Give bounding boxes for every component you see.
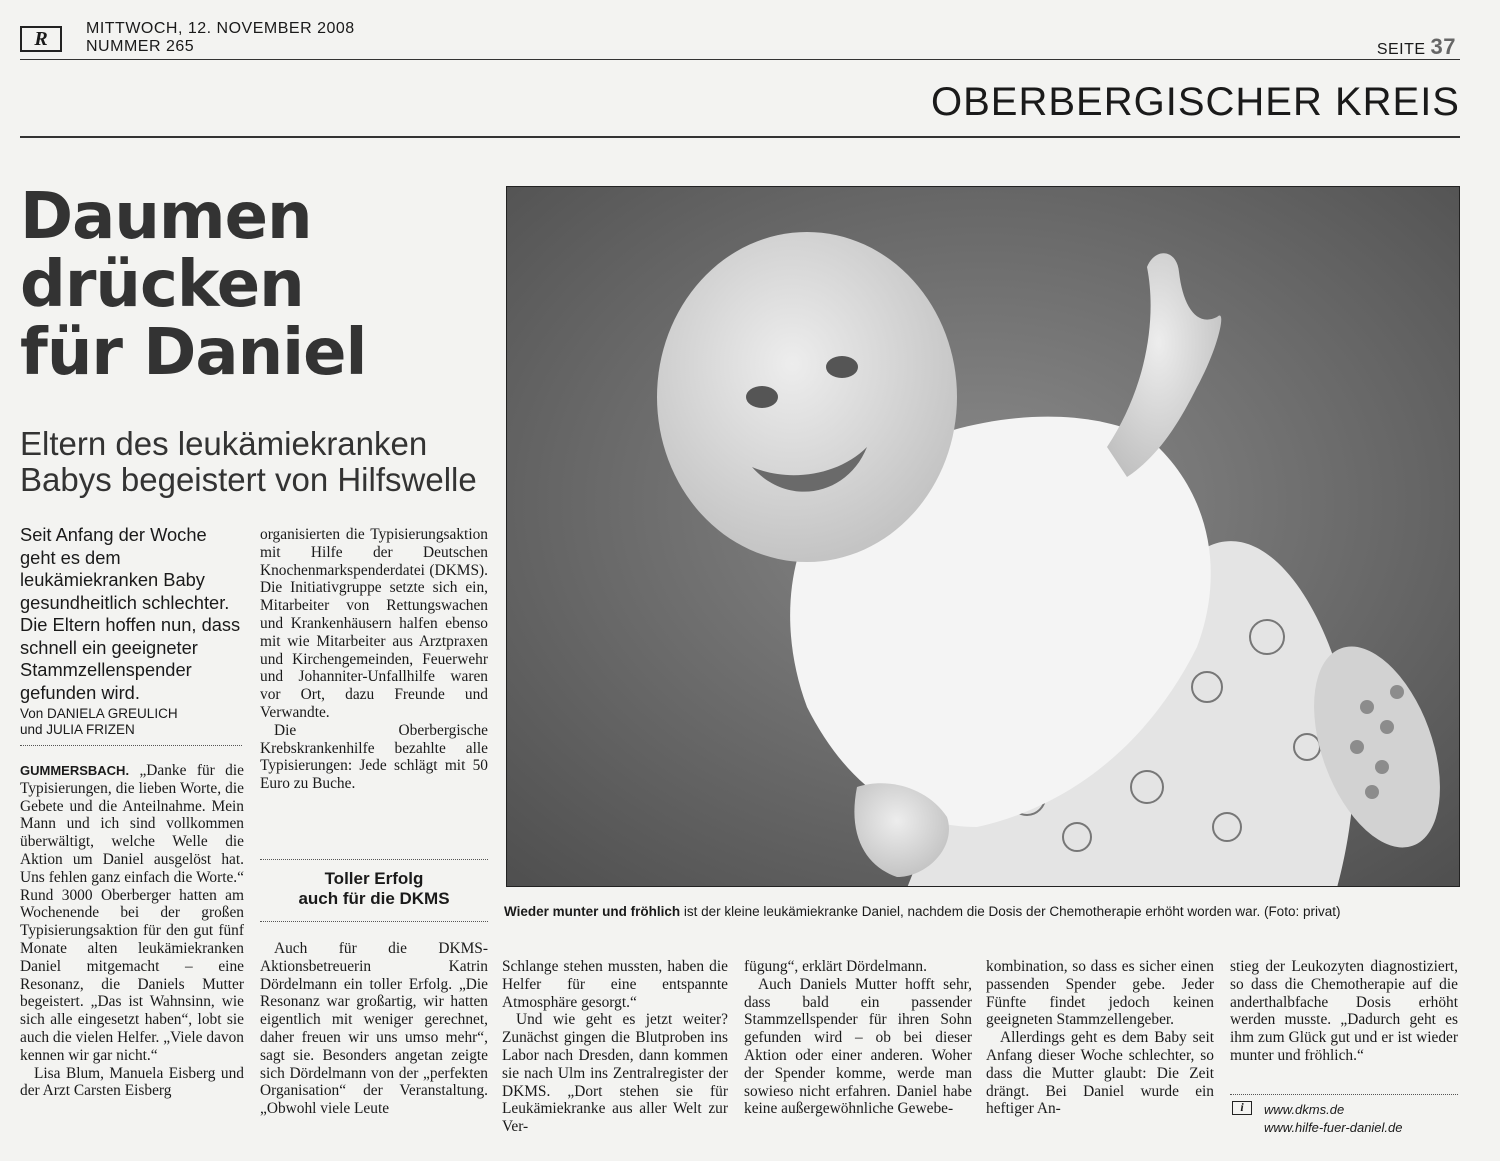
headline bbox=[20, 180, 500, 390]
headline-line-1: Daumen bbox=[20, 180, 312, 254]
caption-text: ist der kleine leukämiekranke Daniel, nachdem die Dosis der Chemotherapie erhöht worden war. (Foto: privat) bbox=[680, 904, 1341, 919]
col1-paragraph-2: Lisa Blum, Manuela Eisberg und der Arzt Carsten Eisberg bbox=[20, 1064, 244, 1100]
article-column-3 bbox=[502, 958, 728, 1136]
byline-line-1: Von DANIELA GREULICH bbox=[20, 706, 178, 721]
issue-date: MITTWOCH, 12. NOVEMBER 2008 bbox=[86, 20, 355, 37]
col4-paragraph-1: fügung“, erklärt Dördelmann. bbox=[744, 958, 927, 975]
subheadline-line-2: Babys begeistert von Hilfswelle bbox=[20, 461, 477, 498]
article-column-6 bbox=[1230, 958, 1458, 1065]
article-column-2-top bbox=[260, 526, 488, 793]
interhead-divider-bottom bbox=[260, 921, 488, 922]
article-column-5 bbox=[986, 958, 1214, 1118]
section-title: OBERBERGISCHER KREIS bbox=[930, 80, 1460, 124]
links-divider bbox=[1230, 1094, 1458, 1095]
interhead bbox=[260, 869, 488, 909]
subheadline-line-1: Eltern des leukämiekranken bbox=[20, 425, 428, 462]
photo-caption bbox=[504, 903, 1464, 920]
web-links bbox=[1264, 1101, 1460, 1137]
baby-photo-illustration bbox=[507, 187, 1460, 887]
section-rule bbox=[20, 136, 1460, 138]
article-column-4 bbox=[744, 958, 972, 1118]
col3-paragraph-2: Und wie geht es jetzt weiter? Zunächst gingen die Blutproben ins Labor nach Dresden, dann kommen sie nach Ulm ins Zentralregister der DKMS. „Dort stehen sie für Leukämiekranke aus aller Welt zur Ver- bbox=[502, 1011, 728, 1136]
interhead-divider-top bbox=[260, 859, 488, 860]
byline-line-2: und JULIA FRIZEN bbox=[20, 722, 135, 737]
teaser: Seit Anfang der Woche geht es dem leukämiekranken Baby gesundheitlich schlechter. Die Eltern hoffen nun, dass schnell ein geeigneter Stammzellenspender gefunden wird. bbox=[20, 524, 241, 703]
dateline: GUMMERSBACH. bbox=[20, 763, 130, 778]
headline-line-2: drücken bbox=[20, 248, 304, 322]
byline-divider bbox=[20, 745, 242, 746]
link-dkms[interactable]: www.dkms.de bbox=[1264, 1102, 1345, 1117]
link-hilfe-fuer-daniel[interactable]: www.hilfe-fuer-daniel.de bbox=[1264, 1120, 1403, 1135]
caption-lead: Wieder munter und fröhlich bbox=[504, 904, 681, 919]
col5-paragraph-2: Allerdings geht es dem Baby seit Anfang dieser Woche schlechter, so dass die Mutter glaubt: Die Zeit drängt. Bei Daniel wurde ein heftiger An- bbox=[986, 1029, 1214, 1118]
interhead-line-1: Toller Erfolg bbox=[324, 869, 424, 888]
headline-line-3: für Daniel bbox=[20, 316, 367, 390]
subheadline bbox=[20, 426, 500, 498]
col2-paragraph-3: Auch für die DKMS-Aktionsbetreuerin Katrin Dördelmann ein toller Erfolg. „Die Resonanz war großartig, wir hatten eigentlich mit weniger gerechnet, daher freuen wir uns umso mehr“, sagt sie. Besonders angetan zeigte sich Dördelmann von der „perfekten Organisation“ der Veranstaltung. „Obwohl viele Leute bbox=[260, 940, 488, 1118]
page-label: SEITE bbox=[1376, 41, 1426, 58]
newspaper-logo: R bbox=[20, 26, 62, 52]
col5-paragraph-1: kombination, so dass es sicher einen passenden Spender gebe. Jeder Fünfte findet jedoch keinen geeigneten Stammzellengeber. bbox=[986, 958, 1214, 1029]
col1-paragraph-1: „Danke für die Typisierungen, die lieben Worte, die Gebete und die Anteilnahme. Mein Mann und ich sind vollkommen überwältigt, welche Welle die Aktion um Daniel ausgelöst hat. Uns fehlen ganz einfach die Worte.“ Rund 3000 Oberberger hatten am Wochenende bei der großen Typisierungsaktion für den gut fünf Monate alten leukämiekranken Daniel mitgemacht – eine Resonanz, die Daniels Mutter begeistert. „Das ist Wahnsinn, wie sich alle eingesetzt haben“, lobt sie auch die vielen Helfer. „Viele davon kennen wir gar nicht.“ bbox=[20, 762, 244, 1064]
article-column-2-bottom bbox=[260, 940, 488, 1118]
issue-number: NUMMER 265 bbox=[86, 38, 195, 55]
col6-paragraph-1: stieg der Leukozyten diagnostiziert, so dass die Chemotherapie auf die anderthalbfache Dosis erhöht werden musste. „Dadurch geht es ihm zum Glück gut und er ist wieder munter und fröhlich.“ bbox=[1230, 958, 1458, 1064]
col4-paragraph-2: Auch Daniels Mutter hofft sehr, dass bald ein passender Stammzellspender für ihren Sohn gefunden wird – ob bei dieser Aktion oder einer anderen. Woher der Spender komme, werde man sowieso nicht erfahren. Daniel habe keine außergewöhnliche Gewebe- bbox=[744, 975, 972, 1118]
page-indicator bbox=[1376, 34, 1456, 59]
byline bbox=[20, 706, 242, 738]
article-column-1 bbox=[20, 762, 244, 1100]
col2-paragraph-2: Die Oberbergische Krebskrankenhilfe bezahlte alle Typisierungen: Jede schlägt mit 50 Euro zu Buche. bbox=[260, 721, 488, 793]
interhead-line-2: auch für die DKMS bbox=[298, 889, 450, 908]
header-rule bbox=[20, 59, 1460, 60]
info-icon: i bbox=[1232, 1101, 1252, 1115]
baby-photo bbox=[506, 186, 1460, 887]
col2-paragraph-1: organisierten die Typisierungsaktion mit Hilfe der Deutschen Knochenmarkspenderdatei (DKMS). Die Initiativgruppe setzte sich ein, Mitarbeiter von Rettungswachen und Krankenhäusern halfen ebenso mit wie Mitarbeiter aus Arztpraxen und Kirchengemeinden, Feuerwehr und Johanniter-Unfallhilfe waren vor Ort, dazu Freunde und Verwandte. bbox=[260, 526, 488, 721]
page-number: 37 bbox=[1430, 34, 1456, 59]
col3-paragraph-1: Schlange stehen mussten, haben die Helfer für eine entspannte Atmosphäre gesorgt.“ bbox=[502, 958, 728, 1011]
